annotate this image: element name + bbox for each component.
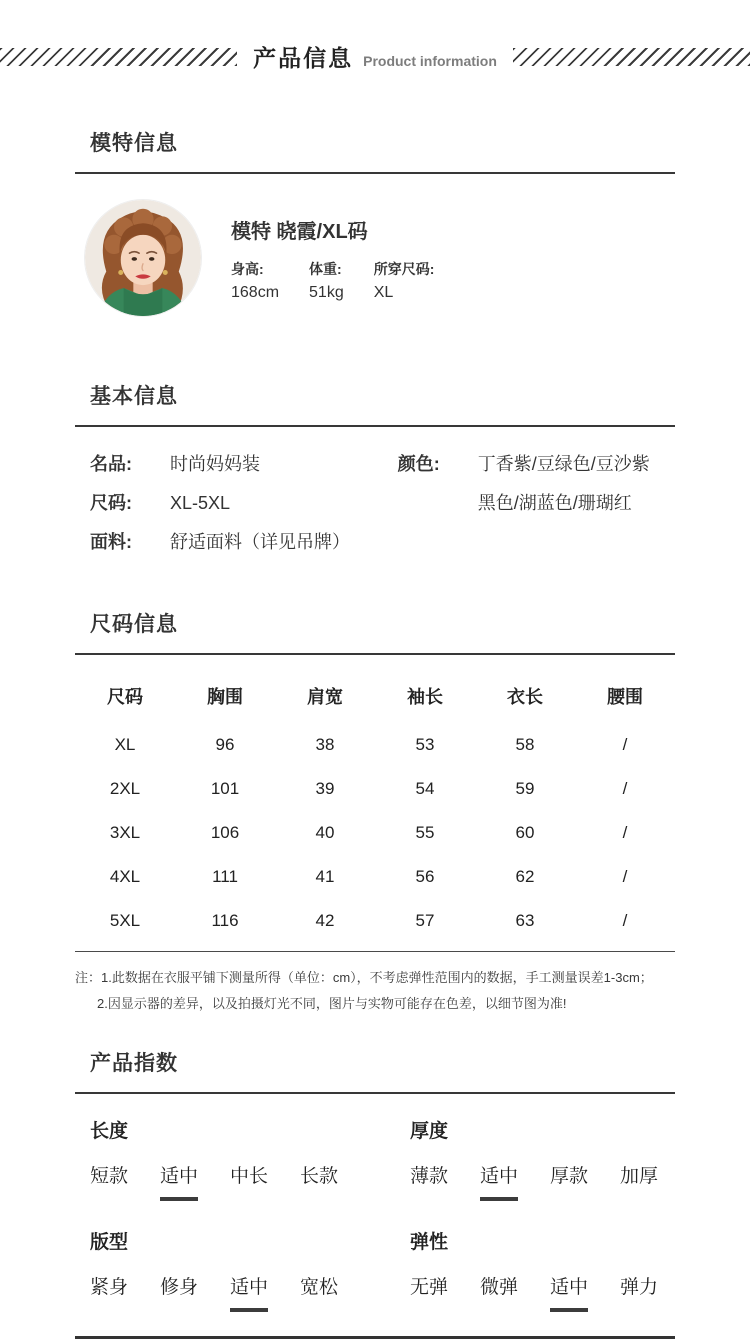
model-photo bbox=[85, 200, 201, 316]
size-table-header-row bbox=[75, 671, 675, 723]
stat-weight bbox=[309, 259, 344, 302]
row-value: XL-5XL bbox=[170, 493, 231, 513]
note-line-2: 2.因显示器的差异，以及拍摄灯光不同，图片与实物可能存在色差，以细节图为准! bbox=[97, 995, 567, 1011]
cell: 111 bbox=[212, 867, 238, 886]
option: 中长 bbox=[230, 1166, 269, 1187]
color-line-2: 黑色/湖蓝色/珊瑚红 bbox=[477, 493, 632, 513]
index-grid bbox=[75, 1094, 675, 1312]
table-row bbox=[75, 855, 675, 899]
stat-label: 体重: bbox=[309, 260, 342, 277]
model-stats bbox=[231, 259, 434, 302]
cell: 39 bbox=[315, 779, 335, 798]
size-table bbox=[75, 671, 675, 943]
page-title bbox=[253, 40, 497, 73]
cell: 40 bbox=[315, 823, 335, 842]
cell: / bbox=[622, 823, 628, 842]
row-label: 名品: bbox=[90, 454, 132, 474]
option: 微弹 bbox=[480, 1277, 519, 1298]
option: 薄款 bbox=[410, 1166, 449, 1187]
option: 厚款 bbox=[550, 1166, 589, 1187]
cell: / bbox=[622, 911, 628, 930]
group-options bbox=[90, 1272, 340, 1312]
cell: 4XL bbox=[109, 867, 141, 886]
cell: 55 bbox=[415, 823, 435, 842]
page-header bbox=[0, 40, 750, 73]
cell: 3XL bbox=[109, 823, 141, 842]
stat-label: 身高: bbox=[231, 260, 264, 277]
table-bottom-divider bbox=[75, 951, 675, 952]
index-section-title: 产品指数 bbox=[90, 1052, 178, 1075]
group-name: 版型 bbox=[90, 1232, 129, 1253]
cell: 96 bbox=[215, 735, 235, 754]
option: 长款 bbox=[300, 1166, 339, 1187]
stat-value: XL bbox=[373, 283, 394, 301]
stat-label: 所穿尺码: bbox=[373, 260, 435, 277]
row-value: 舒适面料（详见吊牌） bbox=[170, 532, 350, 552]
cell: 54 bbox=[415, 779, 435, 798]
basic-info-body bbox=[75, 427, 675, 586]
cell: 2XL bbox=[109, 779, 141, 798]
model-section-title: 模特信息 bbox=[90, 132, 178, 155]
col-header: 衣长 bbox=[507, 687, 543, 707]
color-values bbox=[478, 445, 650, 562]
stat-value: 51kg bbox=[309, 283, 344, 301]
stat-height bbox=[231, 259, 279, 302]
option: 修身 bbox=[160, 1277, 199, 1298]
size-info-section bbox=[75, 608, 675, 1013]
group-name: 长度 bbox=[90, 1121, 129, 1142]
col-header: 胸围 bbox=[207, 687, 243, 707]
option-selected: 适中 bbox=[160, 1161, 198, 1201]
note-line-1: 注：1.此数据在衣服平铺下测量所得（单位：cm），不考虑弹性范围内的数据，手工测量误差1-3cm； bbox=[75, 970, 653, 985]
basic-info-left bbox=[90, 445, 398, 562]
stat-size-worn bbox=[374, 259, 435, 302]
page-title-en: Product information bbox=[363, 53, 497, 69]
table-row bbox=[75, 767, 675, 811]
col-header: 袖长 bbox=[407, 687, 443, 707]
cell: 101 bbox=[210, 779, 240, 798]
model-details bbox=[231, 215, 434, 302]
option-selected: 适中 bbox=[230, 1272, 268, 1312]
option: 紧身 bbox=[90, 1277, 129, 1298]
cell: / bbox=[622, 735, 628, 754]
stat-value: 168cm bbox=[231, 283, 280, 301]
product-info-page bbox=[0, 40, 750, 1298]
cell: / bbox=[622, 867, 628, 886]
option: 短款 bbox=[90, 1166, 129, 1187]
option: 弹力 bbox=[620, 1277, 659, 1298]
option: 无弹 bbox=[410, 1277, 449, 1298]
cell: 41 bbox=[315, 867, 335, 886]
option-selected: 适中 bbox=[480, 1161, 518, 1201]
cell: 116 bbox=[211, 911, 239, 930]
hatch-left-decoration bbox=[0, 48, 237, 66]
row-label: 面料: bbox=[90, 532, 132, 552]
index-group-fit bbox=[90, 1227, 340, 1312]
col-header: 腰围 bbox=[607, 687, 643, 707]
cell: 57 bbox=[415, 911, 435, 930]
model-name: 模特 晓霞/XL码 bbox=[231, 220, 368, 243]
cell: 5XL bbox=[109, 911, 141, 930]
cell: 63 bbox=[515, 911, 535, 930]
cell: 56 bbox=[415, 867, 435, 886]
row-value: 时尚妈妈装 bbox=[170, 454, 260, 474]
product-index-section bbox=[75, 1047, 675, 1339]
basic-info-section bbox=[75, 380, 675, 586]
col-header: 尺码 bbox=[107, 687, 143, 707]
group-options bbox=[90, 1161, 340, 1201]
index-group-elasticity bbox=[410, 1227, 660, 1312]
cell: 106 bbox=[210, 823, 240, 842]
group-name: 厚度 bbox=[410, 1121, 449, 1142]
measurement-notes bbox=[75, 968, 695, 1013]
model-info-section bbox=[75, 127, 675, 344]
hatch-right-decoration bbox=[513, 48, 750, 66]
section-divider bbox=[75, 653, 675, 655]
group-options bbox=[410, 1161, 660, 1201]
basic-row-fabric bbox=[90, 523, 398, 562]
cell: 42 bbox=[315, 911, 335, 930]
option-selected: 适中 bbox=[550, 1272, 588, 1312]
basic-info-color bbox=[398, 445, 660, 562]
row-label: 尺码: bbox=[90, 493, 132, 513]
model-avatar-illustration bbox=[85, 200, 201, 316]
cell: 38 bbox=[315, 735, 335, 754]
cell: 60 bbox=[515, 823, 535, 842]
cell: 59 bbox=[515, 779, 535, 798]
basic-row-name bbox=[90, 445, 398, 484]
cell: 53 bbox=[415, 735, 435, 754]
table-row bbox=[75, 899, 675, 943]
page-title-cn: 产品信息 bbox=[253, 45, 354, 71]
index-group-length bbox=[90, 1116, 340, 1201]
group-options bbox=[410, 1272, 660, 1312]
cell: 58 bbox=[515, 735, 535, 754]
color-line-1: 丁香紫/豆绿色/豆沙紫 bbox=[477, 454, 650, 474]
col-header: 肩宽 bbox=[307, 687, 343, 707]
cell: XL bbox=[114, 735, 136, 754]
option: 宽松 bbox=[300, 1277, 339, 1298]
color-label: 颜色: bbox=[397, 454, 440, 474]
index-group-thickness bbox=[410, 1116, 660, 1201]
cell: / bbox=[622, 779, 628, 798]
cell: 62 bbox=[515, 867, 535, 886]
basic-row-size bbox=[90, 484, 398, 523]
model-card bbox=[75, 174, 675, 344]
size-section-title: 尺码信息 bbox=[90, 613, 178, 636]
basic-section-title: 基本信息 bbox=[90, 385, 178, 408]
table-row bbox=[75, 723, 675, 767]
option: 加厚 bbox=[620, 1166, 659, 1187]
group-name: 弹性 bbox=[410, 1232, 449, 1253]
table-row bbox=[75, 811, 675, 855]
